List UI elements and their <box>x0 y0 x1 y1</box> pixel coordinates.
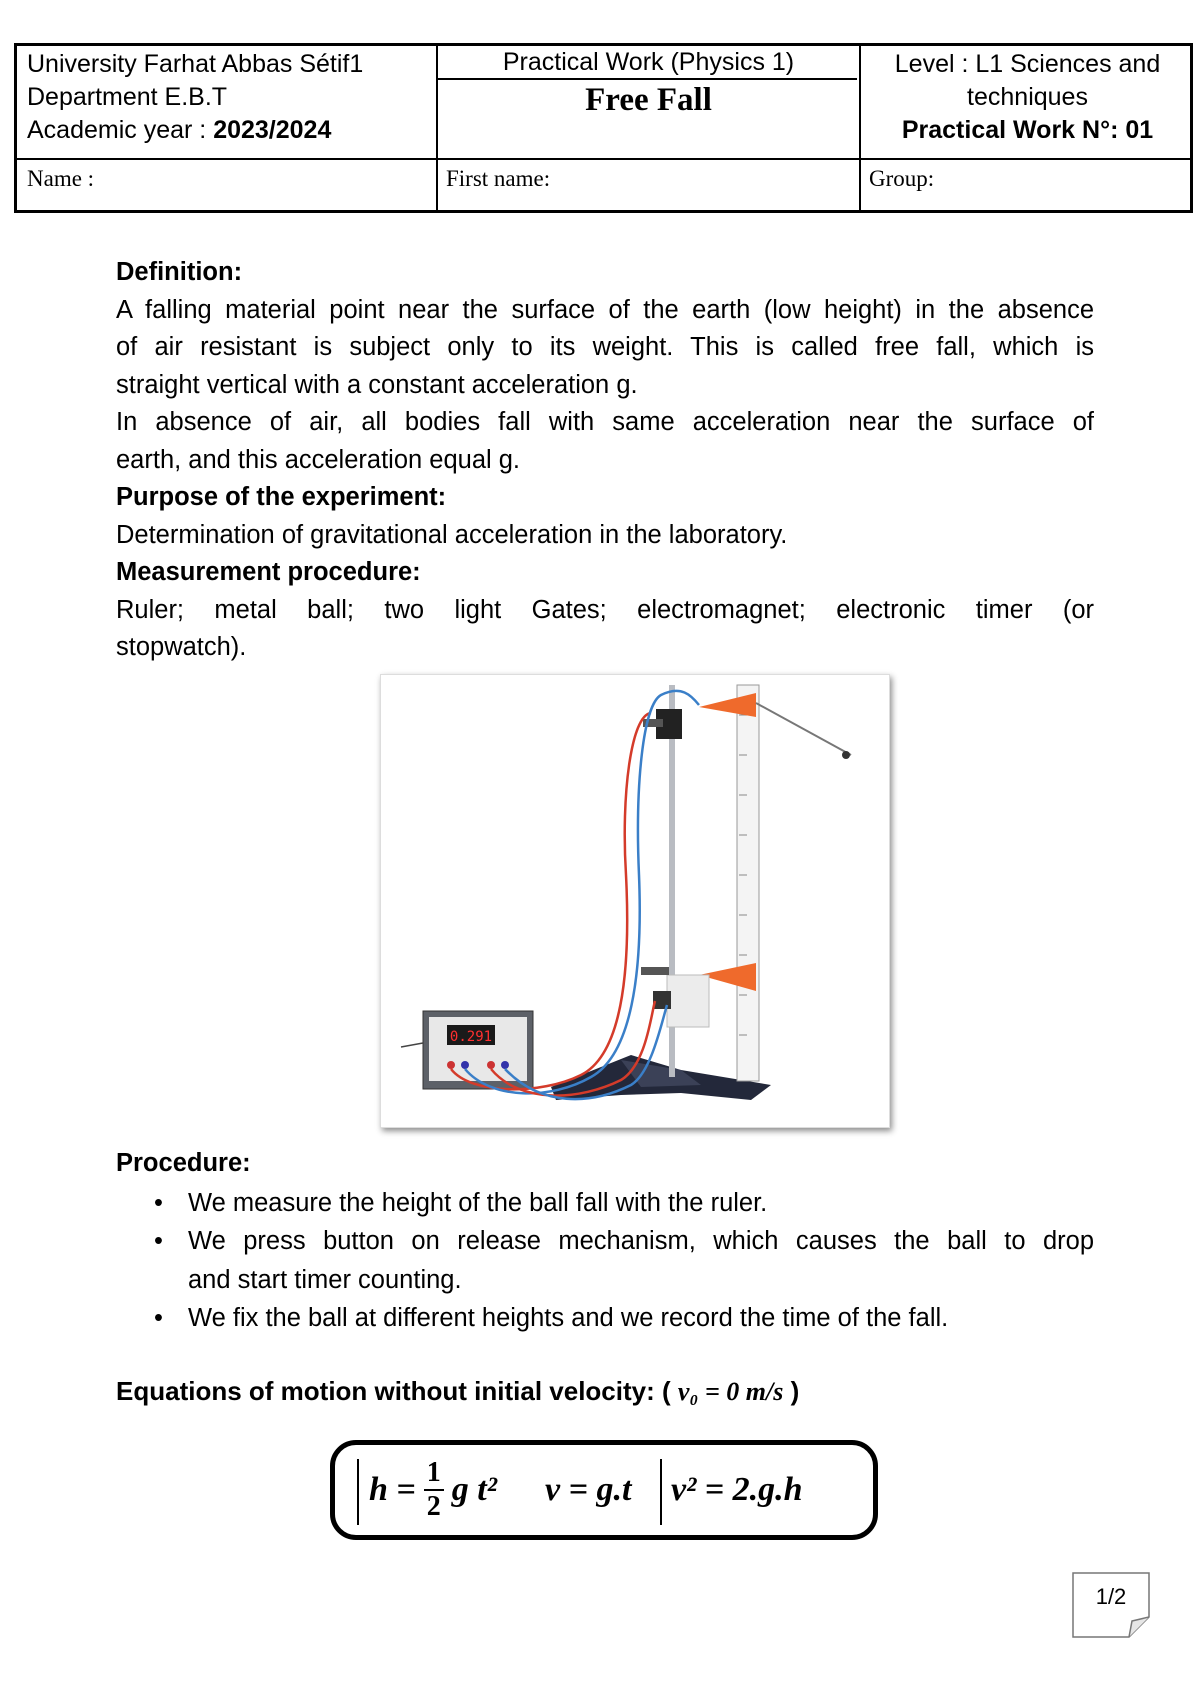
document-title: Free Fall <box>585 82 712 118</box>
procedure-step: We press button on release mechanism, which causes the ball to drop <box>188 1227 1094 1255</box>
definition-line: straight vertical with a constant acceleration g. <box>116 370 638 399</box>
procedure-heading: Procedure: <box>116 1149 251 1177</box>
academic-year-value: 2023/2024 <box>213 116 332 144</box>
procedure-step: We measure the height of the ball fall with the ruler. <box>188 1188 768 1217</box>
fraction <box>424 1459 444 1521</box>
bullet-icon: • <box>154 1227 163 1255</box>
free-fall-apparatus-illustration <box>381 675 889 1127</box>
formula-divider <box>660 1459 662 1525</box>
procedure-step: We fix the ball at different heights and we record the time of the fall. <box>188 1304 949 1332</box>
procedure-list <box>116 1184 1094 1338</box>
equation-velocity: v = g.t <box>545 1471 632 1508</box>
purpose-text: Determination of gravitational acceleration in the laboratory. <box>116 520 788 549</box>
level-line1: Level : L1 Sciences and <box>894 50 1161 78</box>
definition-heading: Definition: <box>116 258 243 286</box>
initial-velocity-condition: v₀ = 0 m/s <box>677 1377 784 1406</box>
list-item <box>116 1299 1094 1338</box>
equation-velocity-squared: v² = 2.g.h <box>671 1471 803 1508</box>
equation-height <box>369 1445 497 1535</box>
first-name-label: First name: <box>446 166 551 191</box>
list-item <box>116 1184 1094 1223</box>
definition-line: A falling material point near the surface of the earth (low height) in the absence <box>116 295 1094 324</box>
timer-display: 0.291 <box>449 1029 493 1045</box>
intro-section <box>116 254 1094 667</box>
level-line2: techniques <box>967 83 1088 111</box>
fraction-denominator: 2 <box>426 1491 441 1522</box>
header-divider <box>17 158 1190 160</box>
procedure-section <box>116 1144 1094 1338</box>
procedure-step: and start timer counting. <box>188 1265 462 1294</box>
list-item <box>116 1222 1094 1299</box>
equations-heading <box>116 1376 799 1407</box>
eq1-lhs: h = <box>369 1471 416 1508</box>
equations-heading-close: ) <box>790 1376 800 1406</box>
purpose-heading: Purpose of the experiment: <box>116 483 447 511</box>
bullet-icon: • <box>154 1188 163 1217</box>
academic-year-label: Academic year : <box>27 116 214 144</box>
course-name: Practical Work (Physics 1) <box>502 48 795 76</box>
fraction-numerator: 1 <box>426 1457 441 1488</box>
eq1-rhs: g t² <box>451 1471 497 1508</box>
measurement-text: Ruler; metal ball; two light Gates; electromagnet; electronic timer (or <box>116 595 1094 624</box>
definition-line: of air resistant is subject only to its weight. This is called free fall, which is <box>116 333 1094 361</box>
bullet-icon: • <box>154 1304 163 1332</box>
definition-line: In absence of air, all bodies fall with same acceleration near the surface of <box>116 408 1094 436</box>
equations-box <box>330 1440 878 1540</box>
apparatus-photo <box>380 674 890 1128</box>
definition-line: earth, and this acceleration equal g. <box>116 445 521 474</box>
formula-divider <box>357 1459 359 1525</box>
header-table <box>14 43 1193 213</box>
measurement-heading: Measurement procedure: <box>116 558 421 586</box>
practical-work-number: Practical Work N°: 01 <box>901 116 1154 144</box>
group-label: Group: <box>869 166 935 191</box>
page-number: 1/2 <box>1095 1584 1127 1609</box>
academic-year <box>27 114 331 147</box>
measurement-text: stopwatch). <box>116 633 247 661</box>
department-name: Department E.B.T <box>27 83 228 111</box>
page-number-box <box>1072 1572 1150 1638</box>
equations-heading-text: Equations of motion without initial velocity: ( <box>116 1376 671 1406</box>
name-label: Name : <box>27 166 95 191</box>
university-name: University Farhat Abbas Sétif1 <box>27 50 364 78</box>
